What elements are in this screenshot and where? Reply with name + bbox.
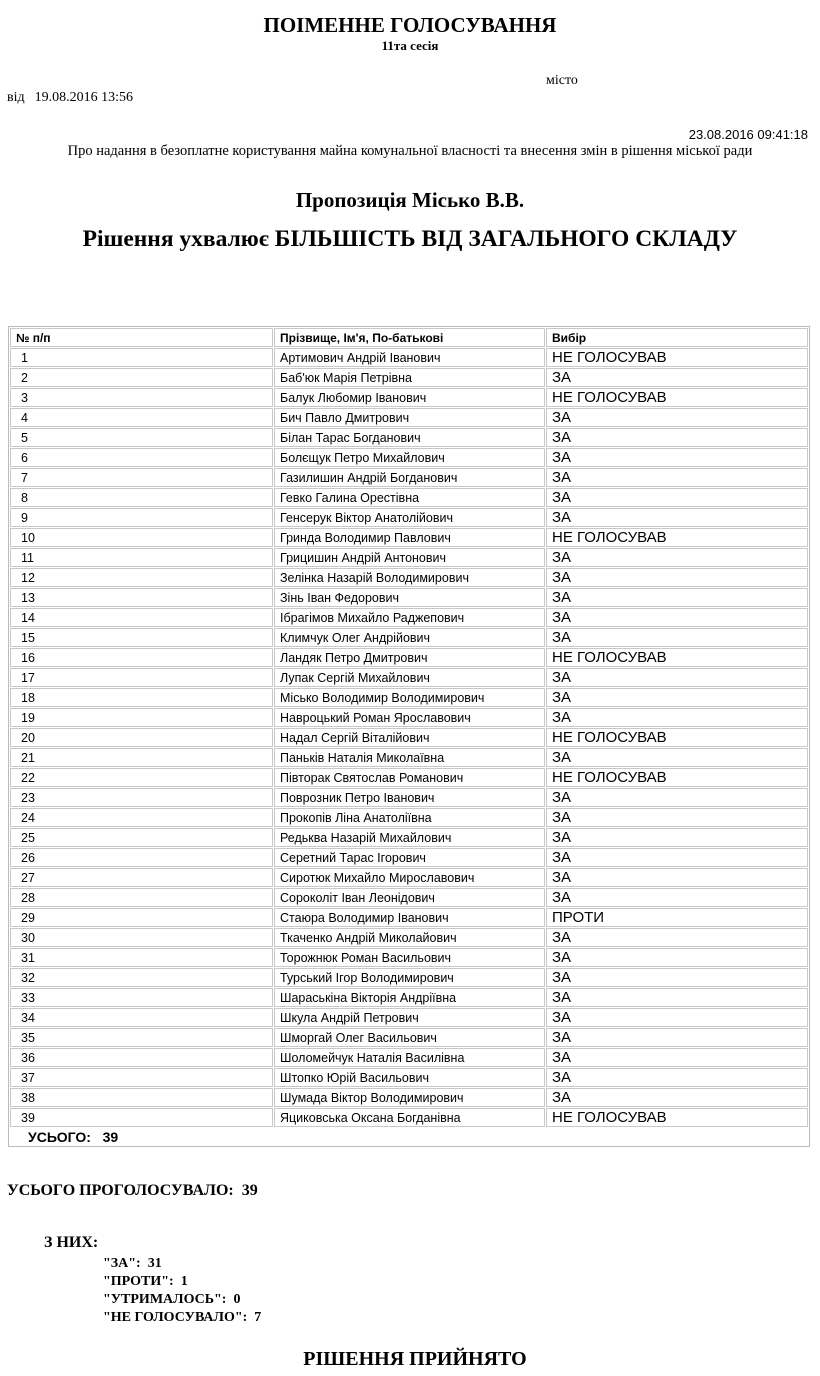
- row-choice: ЗА: [546, 428, 808, 447]
- stat-proty-label: "ПРОТИ":: [103, 1274, 174, 1289]
- row-number: 17: [10, 668, 273, 687]
- column-header-number: № п/п: [10, 328, 273, 347]
- row-full-name: Бич Павло Дмитрович: [274, 408, 545, 427]
- row-choice: ЗА: [546, 948, 808, 967]
- row-number: 35: [10, 1028, 273, 1047]
- table-row: [10, 628, 808, 647]
- row-number: 18: [10, 688, 273, 707]
- row-number: 15: [10, 628, 273, 647]
- row-number: 31: [10, 948, 273, 967]
- row-number: 12: [10, 568, 273, 587]
- row-choice: ЗА: [546, 1068, 808, 1087]
- row-number: 7: [10, 468, 273, 487]
- column-header-name: Прізвище, Ім'я, По-батькові: [274, 328, 545, 347]
- row-number: 33: [10, 988, 273, 1007]
- row-full-name: Зелінка Назарій Володимирович: [274, 568, 545, 587]
- row-choice: ЗА: [546, 668, 808, 687]
- row-choice: ЗА: [546, 868, 808, 887]
- row-number: 25: [10, 828, 273, 847]
- row-full-name: Надал Сергій Віталійович: [274, 728, 545, 747]
- row-full-name: Штопко Юрій Васильович: [274, 1068, 545, 1087]
- table-header-row: [10, 328, 808, 347]
- session-label: 11та сесія: [381, 38, 439, 53]
- table-row: [10, 408, 808, 427]
- document-title: ПОІМЕННЕ ГОЛОСУВАННЯ: [263, 13, 557, 37]
- row-number: 28: [10, 888, 273, 907]
- row-full-name: Білан Тарас Богданович: [274, 428, 545, 447]
- total-value: 39: [102, 1128, 119, 1145]
- row-number: 39: [10, 1108, 273, 1127]
- row-full-name: Лупак Сергій Михайлович: [274, 668, 545, 687]
- row-full-name: Редьква Назарій Михайлович: [274, 828, 545, 847]
- table-row: [10, 368, 808, 387]
- row-number: 20: [10, 728, 273, 747]
- table-row: [10, 668, 808, 687]
- table-row: [10, 548, 808, 567]
- stat-za-value: 31: [147, 1256, 162, 1271]
- row-full-name: Сиротюк Михайло Мирославович: [274, 868, 545, 887]
- row-full-name: Торожнюк Роман Васильович: [274, 948, 545, 967]
- row-full-name: Шумада Віктор Володимирович: [274, 1088, 545, 1107]
- row-choice: ЗА: [546, 708, 808, 727]
- row-number: 9: [10, 508, 273, 527]
- row-choice: ЗА: [546, 848, 808, 867]
- row-number: 13: [10, 588, 273, 607]
- row-number: 36: [10, 1048, 273, 1067]
- row-number: 27: [10, 868, 273, 887]
- row-full-name: Серетний Тарас Ігорович: [274, 848, 545, 867]
- row-choice: ЗА: [546, 548, 808, 567]
- stat-proty-value: 1: [180, 1274, 188, 1289]
- decision-rule: Рішення ухвалює БІЛЬШІСТЬ ВІД ЗАГАЛЬНОГО СКЛАДУ: [82, 226, 738, 252]
- table-row: [10, 688, 808, 707]
- row-full-name: Газилишин Андрій Богданович: [274, 468, 545, 487]
- row-choice: ЗА: [546, 968, 808, 987]
- row-choice: ЗА: [546, 608, 808, 627]
- row-number: 2: [10, 368, 273, 387]
- row-choice: ЗА: [546, 508, 808, 527]
- row-choice: ЗА: [546, 988, 808, 1007]
- row-choice: НЕ ГОЛОСУВАВ: [546, 528, 808, 547]
- row-full-name: Ландяк Петро Дмитрович: [274, 648, 545, 667]
- table-row: [10, 1108, 808, 1127]
- table-row: [10, 348, 808, 367]
- row-choice: ЗА: [546, 748, 808, 767]
- row-choice: ЗА: [546, 408, 808, 427]
- row-choice: НЕ ГОЛОСУВАВ: [546, 1108, 808, 1127]
- table-row: [10, 1028, 808, 1047]
- table-row: [10, 828, 808, 847]
- row-choice: НЕ ГОЛОСУВАВ: [546, 648, 808, 667]
- row-full-name: Прокопів Ліна Анатоліївна: [274, 808, 545, 827]
- result-label: РІШЕННЯ ПРИЙНЯТО: [303, 1348, 527, 1370]
- votes-table-body: [10, 348, 808, 1127]
- table-row: [10, 908, 808, 927]
- date-from: [7, 90, 133, 106]
- row-number: 4: [10, 408, 273, 427]
- row-number: 3: [10, 388, 273, 407]
- of-them-label: З НИХ:: [44, 1234, 99, 1251]
- stat-not-voted-value: 7: [254, 1310, 262, 1325]
- table-row: [10, 468, 808, 487]
- stat-abstained-label: "УТРИМАЛОСЬ":: [103, 1292, 227, 1307]
- stat-not-voted-label: "НЕ ГОЛОСУВАЛО":: [103, 1310, 248, 1325]
- row-full-name: Сороколіт Іван Леонідович: [274, 888, 545, 907]
- total-row: [10, 1128, 808, 1145]
- table-row: [10, 428, 808, 447]
- row-number: 19: [10, 708, 273, 727]
- row-full-name: Півторак Святослав Романович: [274, 768, 545, 787]
- row-choice: ЗА: [546, 788, 808, 807]
- row-number: 34: [10, 1008, 273, 1027]
- row-number: 16: [10, 648, 273, 667]
- row-number: 37: [10, 1068, 273, 1087]
- row-choice: ЗА: [546, 688, 808, 707]
- stat-abstained-value: 0: [233, 1292, 241, 1307]
- row-number: 8: [10, 488, 273, 507]
- row-number: 1: [10, 348, 273, 367]
- total-voted: [7, 1182, 258, 1200]
- date-from-label: від: [7, 90, 25, 105]
- row-choice: ЗА: [546, 888, 808, 907]
- city-label: місто: [546, 73, 578, 88]
- column-header-choice: Вибір: [546, 328, 808, 347]
- stat-za: [103, 1256, 162, 1272]
- stat-proty: [103, 1274, 188, 1290]
- row-full-name: Гринда Володимир Павлович: [274, 528, 545, 547]
- row-choice: ЗА: [546, 448, 808, 467]
- row-full-name: Стаюра Володимир Іванович: [274, 908, 545, 927]
- table-row: [10, 608, 808, 627]
- row-full-name: Гевко Галина Орестівна: [274, 488, 545, 507]
- row-choice: ЗА: [546, 488, 808, 507]
- row-number: 22: [10, 768, 273, 787]
- row-choice: ЗА: [546, 1008, 808, 1027]
- row-full-name: Зінь Іван Федорович: [274, 588, 545, 607]
- row-number: 30: [10, 928, 273, 947]
- table-row: [10, 868, 808, 887]
- row-number: 5: [10, 428, 273, 447]
- table-row: [10, 968, 808, 987]
- table-row: [10, 588, 808, 607]
- row-full-name: Ібрагімов Михайло Раджепович: [274, 608, 545, 627]
- row-choice: НЕ ГОЛОСУВАВ: [546, 388, 808, 407]
- stat-not-voted: [103, 1310, 261, 1326]
- table-row: [10, 748, 808, 767]
- table-row: [10, 528, 808, 547]
- row-choice: ПРОТИ: [546, 908, 808, 927]
- table-row: [10, 488, 808, 507]
- row-full-name: Балук Любомир Іванович: [274, 388, 545, 407]
- row-full-name: Климчук Олег Андрійович: [274, 628, 545, 647]
- row-choice: ЗА: [546, 588, 808, 607]
- row-number: 32: [10, 968, 273, 987]
- row-choice: ЗА: [546, 368, 808, 387]
- table-row: [10, 788, 808, 807]
- table-row: [10, 708, 808, 727]
- row-number: 24: [10, 808, 273, 827]
- row-choice: НЕ ГОЛОСУВАВ: [546, 348, 808, 367]
- total-voted-label: УСЬОГО ПРОГОЛОСУВАЛО:: [7, 1182, 234, 1199]
- row-number: 23: [10, 788, 273, 807]
- row-number: 6: [10, 448, 273, 467]
- row-full-name: Шоломейчук Наталія Василівна: [274, 1048, 545, 1067]
- row-full-name: Болєщук Петро Михайлович: [274, 448, 545, 467]
- row-number: 29: [10, 908, 273, 927]
- row-choice: ЗА: [546, 928, 808, 947]
- table-row: [10, 568, 808, 587]
- table-row: [10, 728, 808, 747]
- row-choice: НЕ ГОЛОСУВАВ: [546, 728, 808, 747]
- table-row: [10, 1008, 808, 1027]
- table-row: [10, 848, 808, 867]
- row-number: 11: [10, 548, 273, 567]
- row-full-name: Генсерук Віктор Анатолійович: [274, 508, 545, 527]
- date-from-value: 19.08.2016 13:56: [34, 90, 134, 105]
- row-choice: ЗА: [546, 1088, 808, 1107]
- table-row: [10, 648, 808, 667]
- row-number: 10: [10, 528, 273, 547]
- row-full-name: Турський Ігор Володимирович: [274, 968, 545, 987]
- table-row: [10, 1088, 808, 1107]
- row-choice: ЗА: [546, 1028, 808, 1047]
- row-number: 14: [10, 608, 273, 627]
- row-number: 21: [10, 748, 273, 767]
- row-full-name: Місько Володимир Володимирович: [274, 688, 545, 707]
- proposal-title: Пропозиція Місько В.В.: [295, 188, 525, 212]
- print-date: 23.08.2016 09:41:18: [688, 127, 808, 142]
- row-full-name: Шкула Андрій Петрович: [274, 1008, 545, 1027]
- row-choice: ЗА: [546, 628, 808, 647]
- table-row: [10, 988, 808, 1007]
- row-full-name: Яциковська Оксана Богданівна: [274, 1108, 545, 1127]
- total-cell: [10, 1128, 808, 1145]
- table-row: [10, 928, 808, 947]
- row-choice: ЗА: [546, 828, 808, 847]
- table-row: [10, 888, 808, 907]
- row-number: 38: [10, 1088, 273, 1107]
- row-full-name: Поврозник Петро Іванович: [274, 788, 545, 807]
- table-row: [10, 388, 808, 407]
- votes-table: [8, 326, 810, 1147]
- table-row: [10, 1048, 808, 1067]
- row-full-name: Баб'юк Марія Петрівна: [274, 368, 545, 387]
- row-full-name: Навроцький Роман Ярославович: [274, 708, 545, 727]
- row-choice: ЗА: [546, 568, 808, 587]
- row-full-name: Ткаченко Андрій Миколайович: [274, 928, 545, 947]
- row-full-name: Паньків Наталія Миколаївна: [274, 748, 545, 767]
- row-full-name: Артимович Андрій Іванович: [274, 348, 545, 367]
- table-row: [10, 1068, 808, 1087]
- row-choice: ЗА: [546, 468, 808, 487]
- table-row: [10, 448, 808, 467]
- row-number: 26: [10, 848, 273, 867]
- row-choice: ЗА: [546, 808, 808, 827]
- row-full-name: Шморгай Олег Васильович: [274, 1028, 545, 1047]
- row-choice: НЕ ГОЛОСУВАВ: [546, 768, 808, 787]
- subject: Про надання в безоплатне користування майна комунальної власності та внесення змін в рішення міської ради: [67, 143, 753, 159]
- table-row: [10, 508, 808, 527]
- stat-za-label: "ЗА":: [103, 1256, 141, 1271]
- row-choice: ЗА: [546, 1048, 808, 1067]
- row-full-name: Грицишин Андрій Антонович: [274, 548, 545, 567]
- total-label: УСЬОГО:: [28, 1128, 91, 1145]
- row-full-name: Шараськіна Вікторія Андріївна: [274, 988, 545, 1007]
- total-voted-value: 39: [241, 1182, 258, 1199]
- stat-abstained: [103, 1292, 240, 1308]
- table-row: [10, 808, 808, 827]
- table-row: [10, 768, 808, 787]
- table-row: [10, 948, 808, 967]
